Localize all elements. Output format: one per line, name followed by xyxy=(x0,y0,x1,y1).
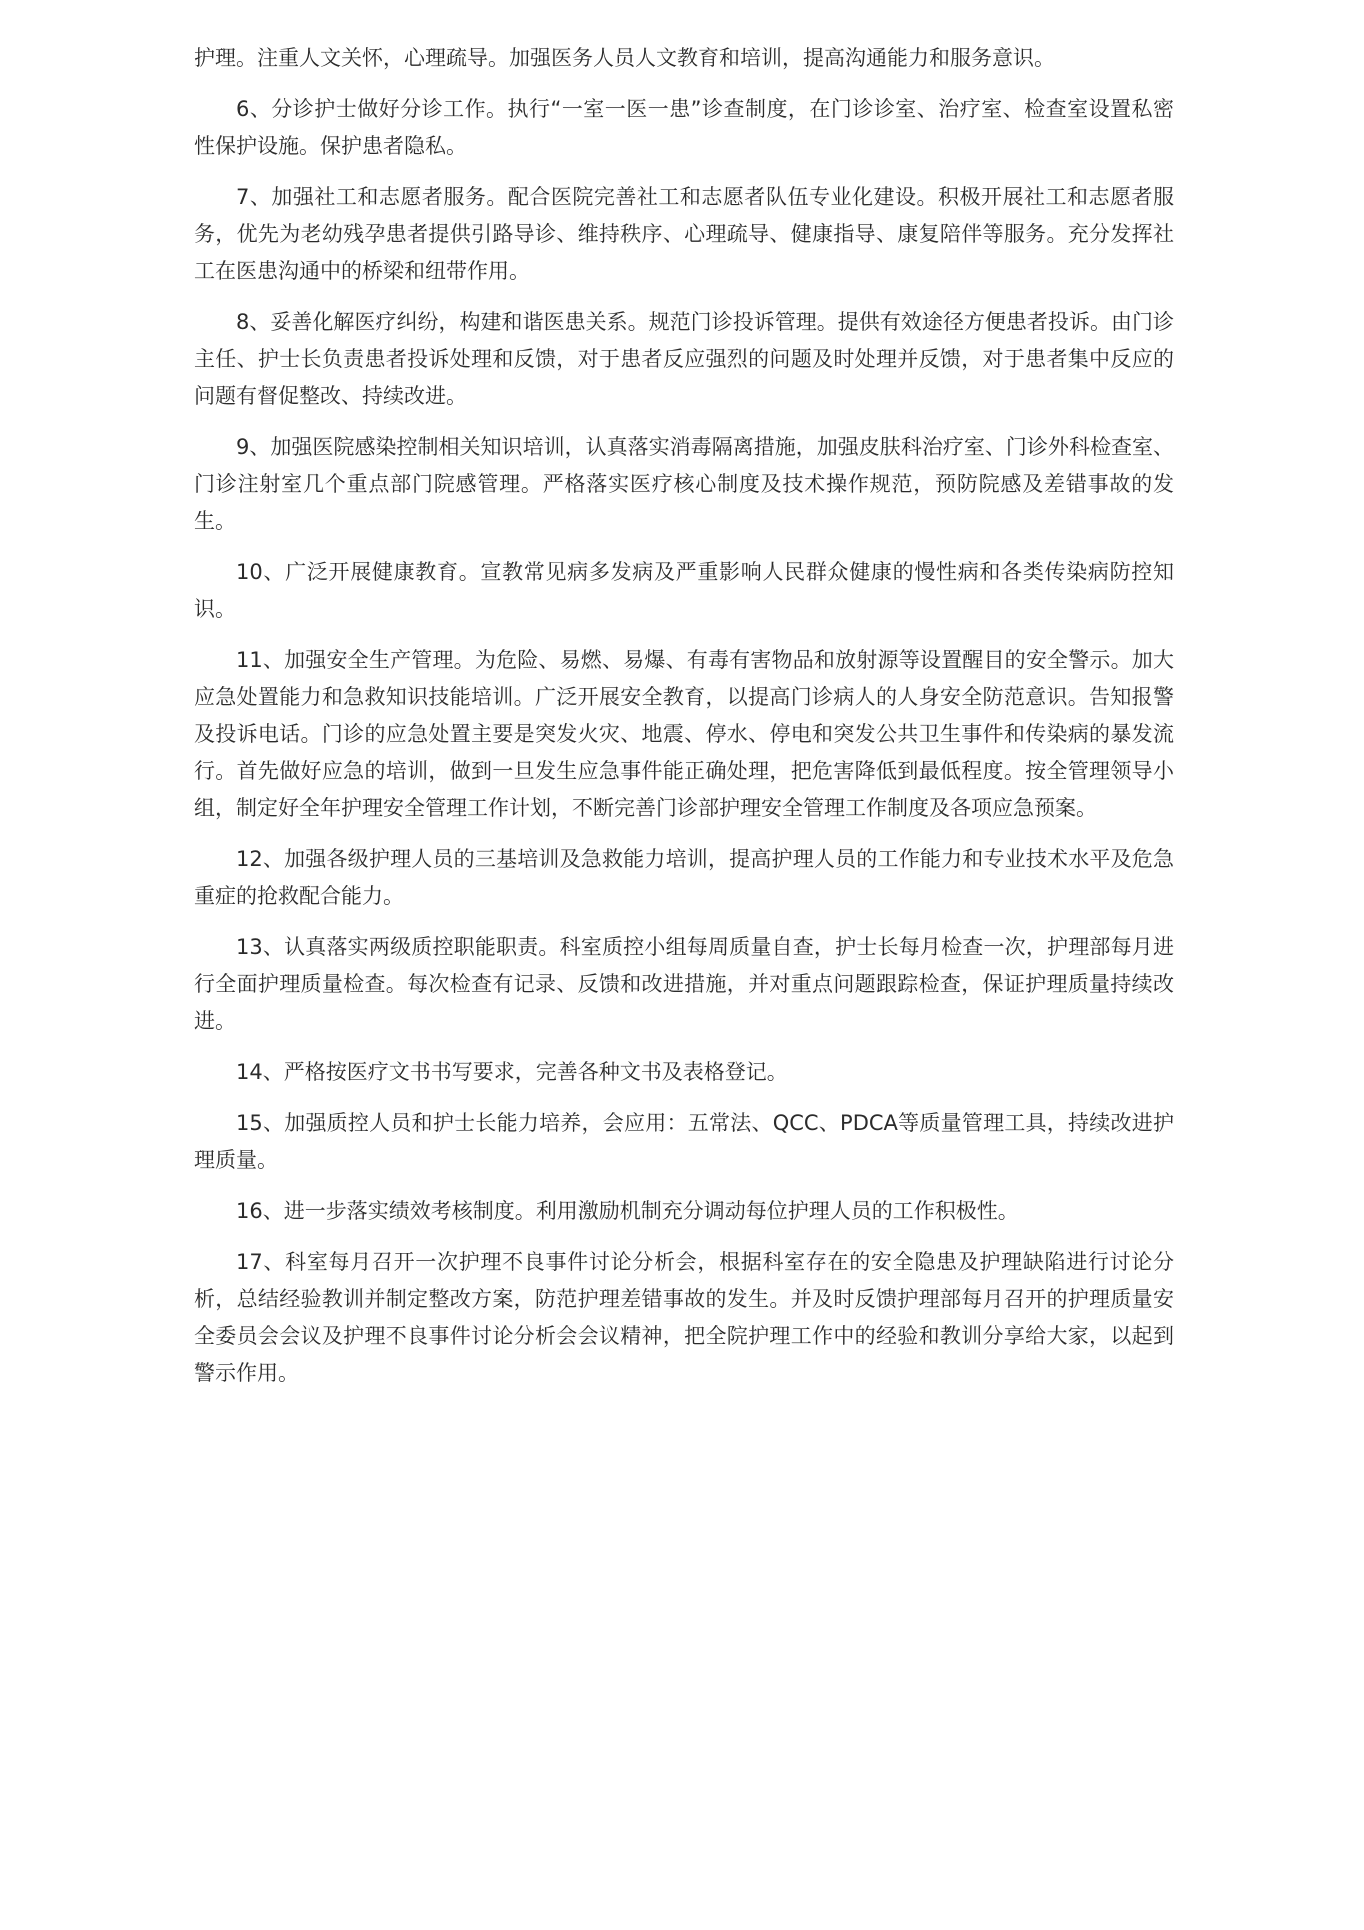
paragraph-item-14: 14、严格按医疗文书书写要求，完善各种文书及表格登记。 xyxy=(236,1060,788,1084)
paragraph-item-16: 16、进一步落实绩效考核制度。利用激励机制充分调动每位护理人员的工作积极性。 xyxy=(236,1199,1019,1223)
paragraph-item-10: 10、广泛开展健康教育。宣教常见病多发病及严重影响人民群众健康的慢性病和各类传染病防控知识。 xyxy=(194,560,1174,621)
document-page xyxy=(194,40,1174,1406)
paragraph-item-12: 12、加强各级护理人员的三基培训及急救能力培训，提高护理人员的工作能力和专业技术水平及危急重症的抢救配合能力。 xyxy=(194,847,1174,908)
paragraph-item-13: 13、认真落实两级质控职能职责。科室质控小组每周质量自查，护士长每月检查一次，护理部每月进行全面护理质量检查。每次检查有记录、反馈和改进措施，并对重点问题跟踪检查，保证护理质量持续改进。 xyxy=(194,935,1174,1033)
paragraph-item-15: 15、加强质控人员和护士长能力培养，会应用：五常法、QCC、PDCA等质量管理工具，持续改进护理质量。 xyxy=(194,1111,1174,1172)
paragraph-item-9: 9、加强医院感染控制相关知识培训，认真落实消毒隔离措施，加强皮肤科治疗室、门诊外科检查室、门诊注射室几个重点部门院感管理。严格落实医疗核心制度及技术操作规范，预防院感及差错事故的发生。 xyxy=(194,435,1174,533)
paragraph-item-17: 17、科室每月召开一次护理不良事件讨论分析会，根据科室存在的安全隐患及护理缺陷进行讨论分析，总结经验教训并制定整改方案，防范护理差错事故的发生。并及时反馈护理部每月召开的护理质量安全委员会会议及护理不良事件讨论分析会会议精神，把全院护理工作中的经验和教训分享给大家，以起到警示作用。 xyxy=(194,1250,1174,1385)
paragraph-item-8: 8、妥善化解医疗纠纷，构建和谐医患关系。规范门诊投诉管理。提供有效途径方便患者投诉。由门诊主任、护士长负责患者投诉处理和反馈，对于患者反应强烈的问题及时处理并反馈，对于患者集中反应的问题有督促整改、持续改进。 xyxy=(194,310,1174,408)
paragraph-item-11: 11、加强安全生产管理。为危险、易燃、易爆、有毒有害物品和放射源等设置醒目的安全警示。加大应急处置能力和急救知识技能培训。广泛开展安全教育，以提高门诊病人的人身安全防范意识。告知报警及投诉电话。门诊的应急处置主要是突发火灾、地震、停水、停电和突发公共卫生事件和传染病的暴发流行。首先做好应急的培训，做到一旦发生应急事件能正确处理，把危害降低到最低程度。按全管理领导小组，制定好全年护理安全管理工作计划，不断完善门诊部护理安全管理工作制度及各项应急预案。 xyxy=(194,648,1174,820)
paragraph-continuation: 护理。注重人文关怀，心理疏导。加强医务人员人文教育和培训，提高沟通能力和服务意识。 xyxy=(194,46,1055,70)
paragraph-item-7: 7、加强社工和志愿者服务。配合医院完善社工和志愿者队伍专业化建设。积极开展社工和志愿者服务，优先为老幼残孕患者提供引路导诊、维持秩序、心理疏导、健康指导、康复陪伴等服务。充分发挥社工在医患沟通中的桥梁和纽带作用。 xyxy=(194,185,1174,283)
paragraph-item-6: 6、分诊护士做好分诊工作。执行“一室一医一患”诊查制度，在门诊诊室、治疗室、检查室设置私密性保护设施。保护患者隐私。 xyxy=(194,97,1174,158)
